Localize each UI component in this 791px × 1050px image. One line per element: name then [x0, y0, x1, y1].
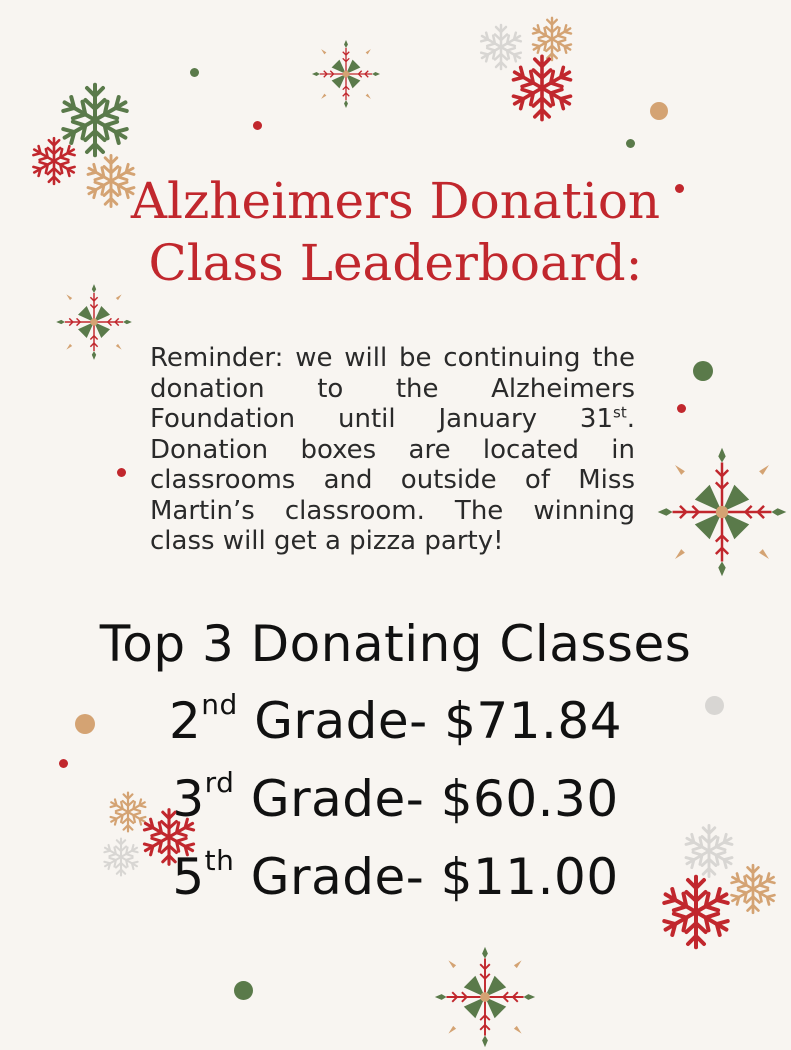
- star-ornament-icon: [310, 38, 382, 110]
- star-ornament-icon: [432, 944, 538, 1050]
- leaderboard-entry: [0, 688, 791, 750]
- dot: [677, 404, 686, 413]
- page-title: [0, 170, 791, 294]
- entry-grade-number: 2: [168, 692, 202, 750]
- dot: [190, 68, 199, 77]
- title-line-1: Alzheimers Donation: [130, 172, 661, 230]
- entry-grade-number: 5: [172, 848, 205, 906]
- leaderboard-entry: [0, 766, 791, 828]
- snowflake-icon: [506, 52, 578, 124]
- entry-ordinal-suffix: th: [204, 844, 235, 877]
- dot: [626, 139, 635, 148]
- leaderboard-heading: Top 3 Donating Classes: [99, 615, 692, 673]
- entry-amount: Grade- $60.30: [234, 770, 619, 828]
- leaderboard-entry: [0, 844, 791, 906]
- reminder-text: [150, 343, 635, 557]
- dot: [253, 121, 262, 130]
- star-ornament-icon: [54, 282, 134, 362]
- dot: [234, 981, 253, 1000]
- star-ornament-icon: [654, 444, 790, 580]
- entry-ordinal-suffix: rd: [204, 766, 235, 799]
- title-line-2: Class Leaderboard:: [148, 234, 643, 292]
- reminder-date-suffix: st: [613, 403, 627, 422]
- dot: [59, 759, 68, 768]
- entry-amount: Grade- $11.00: [234, 848, 619, 906]
- dot: [693, 361, 713, 381]
- reminder-part-2: . Donation boxes are located in classrooms and outside of Miss Martin’s classroom. The winning class will get a pizza party!: [150, 404, 635, 556]
- entry-ordinal-suffix: nd: [201, 688, 238, 721]
- entry-amount: Grade- $71.84: [237, 692, 623, 750]
- entry-grade-number: 3: [172, 770, 205, 828]
- reminder-part-1: Reminder: we will be continuing the donation to the Alzheimers Foundation until January 31: [150, 343, 635, 434]
- dot: [650, 102, 668, 120]
- dot: [117, 468, 126, 477]
